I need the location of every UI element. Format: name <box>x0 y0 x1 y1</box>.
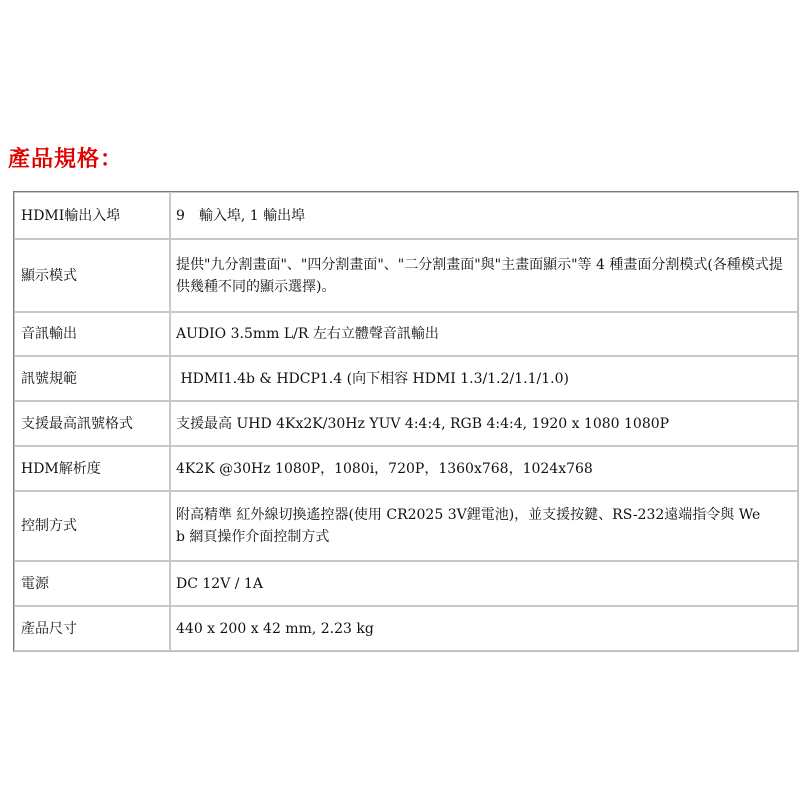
spec-value: 附高精準 紅外線切換遙控器(使用 CR2025 3V鋰電池)，並支援按鍵、RS-232遠端指令與 Web 網頁操作介面控制方式 <box>170 491 798 561</box>
page-title: 產品規格： <box>8 147 124 172</box>
spec-label: 電源 <box>14 561 170 606</box>
spec-label: 產品尺寸 <box>14 606 170 651</box>
spec-label: 顯示模式 <box>14 239 170 312</box>
spec-label: HDM解析度 <box>14 446 170 491</box>
spec-value: AUDIO 3.5mm L/R 左右立體聲音訊輸出 <box>170 312 798 356</box>
spec-label: HDMI輸出入埠 <box>14 192 170 239</box>
spec-value: 支援最高 UHD 4Kx2K/30Hz YUV 4:4:4, RGB 4:4:4, 1920 x 1080 1080P <box>170 401 798 446</box>
spec-value: HDMI1.4b & HDCP1.4 (向下相容 HDMI 1.3/1.2/1.1/1.0) <box>170 356 798 401</box>
spec-table <box>13 191 799 652</box>
spec-value: 4K2K @30Hz 1080P，1080i，720P，1360x768，1024x768 <box>170 446 798 491</box>
spec-label: 訊號規範 <box>14 356 170 401</box>
spec-row-resolution <box>14 446 798 491</box>
spec-row-hdmi-ports <box>14 192 798 239</box>
spec-value: 提供"九分割畫面"、"四分割畫面"、"二分割畫面"與"主畫面顯示"等 4 種畫面分割模式(各種模式提供幾種不同的顯示選擇)。 <box>170 239 798 312</box>
spec-row-power <box>14 561 798 606</box>
spec-value: DC 12V / 1A <box>170 561 798 606</box>
spec-row-max-signal-format <box>14 401 798 446</box>
spec-row-signal-spec <box>14 356 798 401</box>
spec-row-display-mode <box>14 239 798 312</box>
spec-row-control-method <box>14 491 798 561</box>
spec-row-audio-output <box>14 312 798 356</box>
spec-label: 支援最高訊號格式 <box>14 401 170 446</box>
spec-row-dimensions <box>14 606 798 651</box>
spec-value: 9 輸入埠, 1 輸出埠 <box>170 192 798 239</box>
spec-label: 音訊輸出 <box>14 312 170 356</box>
spec-label: 控制方式 <box>14 491 170 561</box>
spec-value: 440 x 200 x 42 mm, 2.23 kg <box>170 606 798 651</box>
